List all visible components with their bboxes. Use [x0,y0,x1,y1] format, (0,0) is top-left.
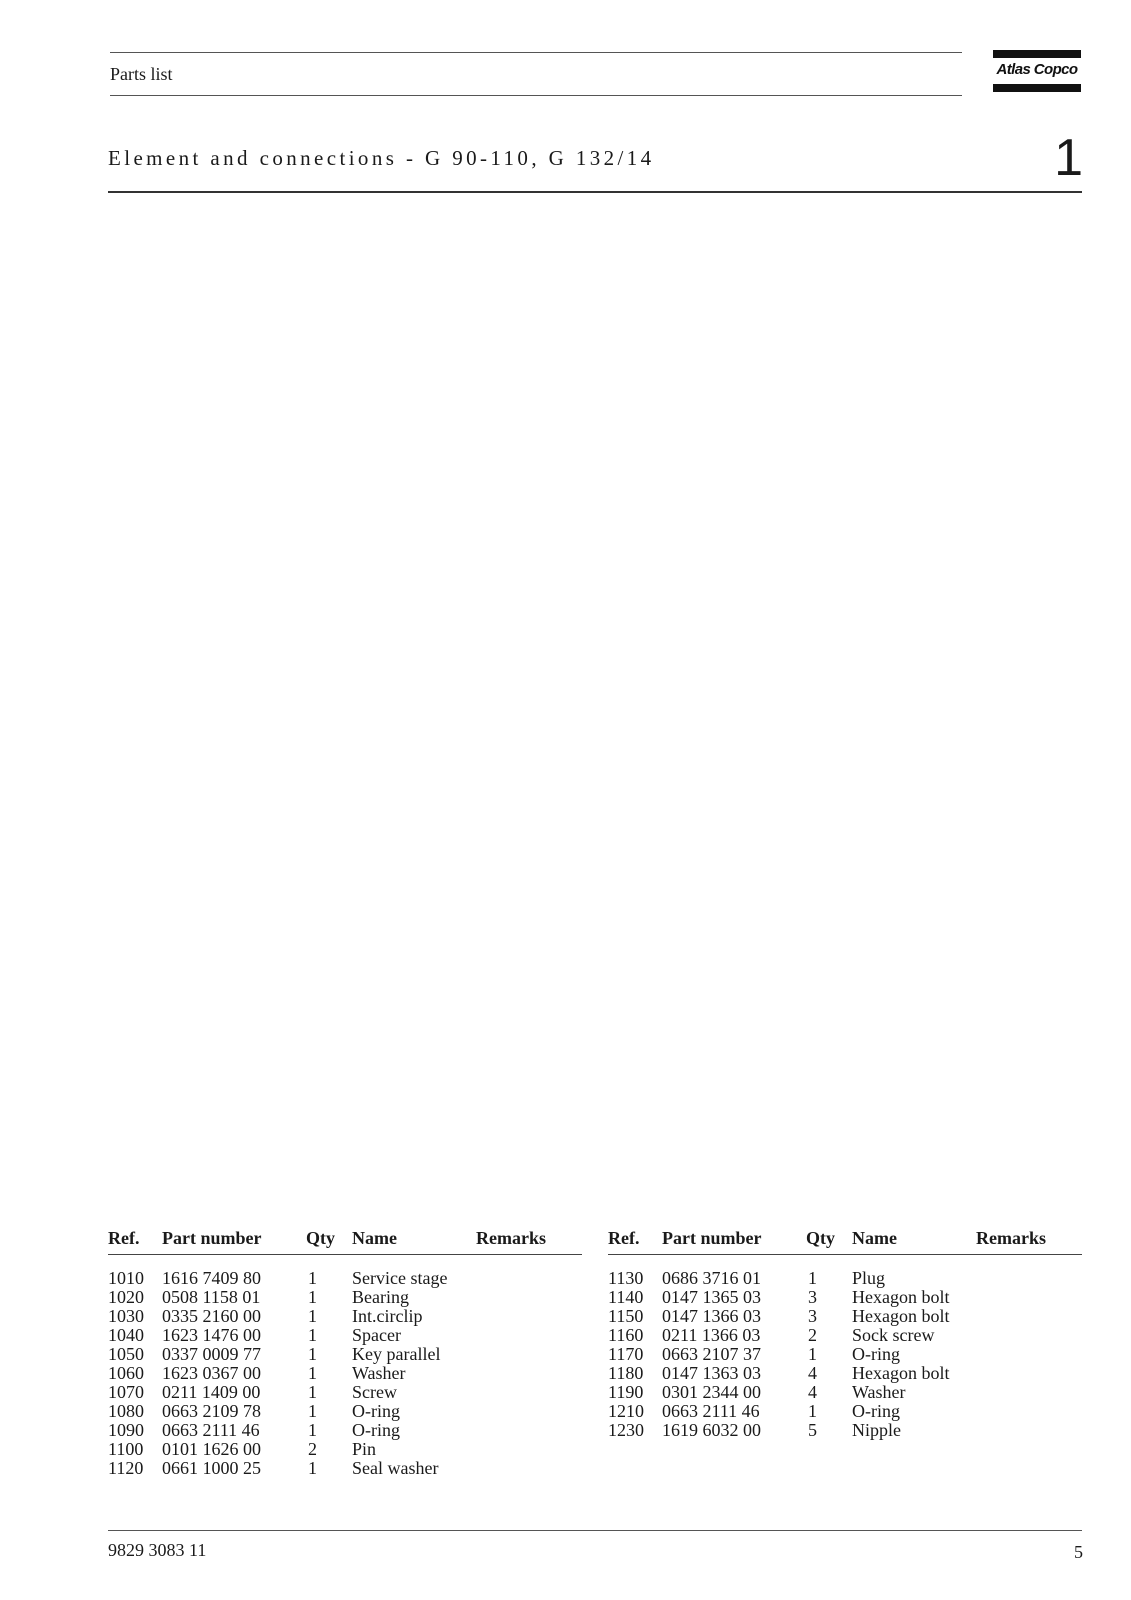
row-name: Int.circlip [352,1306,423,1326]
row-name: Seal washer [352,1458,439,1478]
row-name: Service stage [352,1268,448,1288]
row-qty: 4 [808,1382,817,1402]
parts-table-right [608,1228,1082,1440]
row-part-number: 0101 1626 00 [162,1439,261,1459]
row-qty: 1 [808,1268,817,1288]
row-ref: 1060 [108,1363,144,1383]
row-part-number: 0508 1158 01 [162,1287,261,1307]
row-name: O-ring [352,1401,400,1421]
table-body [108,1255,582,1478]
logo-wordmark: Atlas Copco [996,61,1078,78]
row-qty: 1 [308,1458,317,1478]
table-row [608,1345,1082,1364]
table-row [108,1288,582,1307]
table-row [108,1402,582,1421]
table-row [108,1459,582,1478]
row-name: Washer [352,1363,406,1383]
logo-bottom-bar [993,84,1081,92]
table-row [608,1288,1082,1307]
header-ref: Ref. [608,1228,640,1248]
row-ref: 1170 [608,1344,644,1364]
row-part-number: 0663 2109 78 [162,1401,261,1421]
row-ref: 1080 [108,1401,144,1421]
row-part-number: 1623 1476 00 [162,1325,261,1345]
row-ref: 1130 [608,1268,644,1288]
row-name: Plug [852,1268,886,1288]
header-qty: Qty [806,1228,835,1248]
row-ref: 1040 [108,1325,144,1345]
table-row [608,1326,1082,1345]
title-rule [108,191,1082,193]
row-name: Hexagon bolt [852,1306,950,1326]
logo-top-bar [993,50,1081,58]
row-part-number: 0661 1000 25 [162,1458,261,1478]
row-ref: 1010 [108,1268,144,1288]
footer-rule [108,1530,1082,1531]
row-part-number: 0147 1363 03 [662,1363,761,1383]
table-row [608,1383,1082,1402]
header-remarks: Remarks [476,1228,546,1248]
row-qty: 1 [308,1306,317,1326]
document-number: 9829 3083 11 [108,1540,207,1560]
row-part-number: 0211 1366 03 [662,1325,761,1345]
table-body [608,1255,1082,1440]
row-part-number: 0335 2160 00 [162,1306,261,1326]
row-part-number: 0663 2111 46 [662,1401,760,1421]
section-number: 1 [1054,129,1083,187]
row-name: Key parallel [352,1344,441,1364]
row-ref: 1150 [608,1306,644,1326]
row-ref: 1190 [608,1382,644,1402]
page-title: Element and connections - G 90-110, G 132/14 [108,146,655,170]
row-name: Hexagon bolt [852,1363,950,1383]
row-name: Sock screw [852,1325,935,1345]
row-qty: 2 [808,1325,817,1345]
header-top-rule [110,52,962,53]
row-qty: 1 [308,1325,317,1345]
row-qty: 1 [308,1420,317,1440]
row-name: Screw [352,1382,397,1402]
row-qty: 1 [308,1401,317,1421]
table-row [108,1383,582,1402]
row-name: Hexagon bolt [852,1287,950,1307]
row-ref: 1020 [108,1287,144,1307]
row-qty: 1 [308,1268,317,1288]
row-ref: 1050 [108,1344,144,1364]
header-name: Name [852,1228,897,1248]
row-qty: 1 [308,1287,317,1307]
table-row [108,1307,582,1326]
table-header [108,1228,582,1255]
table-row [108,1345,582,1364]
table-row [108,1269,582,1288]
row-part-number: 1616 7409 80 [162,1268,261,1288]
row-name: Nipple [852,1420,901,1440]
row-qty: 1 [808,1401,817,1421]
header-bottom-rule [110,95,962,96]
row-qty: 1 [308,1363,317,1383]
row-ref: 1210 [608,1401,644,1421]
row-ref: 1160 [608,1325,644,1345]
row-part-number: 0686 3716 01 [662,1268,761,1288]
row-name: O-ring [352,1420,400,1440]
row-part-number: 0663 2107 37 [662,1344,761,1364]
header-part-number: Part number [162,1228,262,1248]
header-part-number: Part number [662,1228,762,1248]
row-ref: 1120 [108,1458,144,1478]
header-qty: Qty [306,1228,335,1248]
row-name: O-ring [852,1344,900,1364]
row-qty: 3 [808,1306,817,1326]
header-label: Parts list [110,64,173,84]
row-qty: 4 [808,1363,817,1383]
parts-table-left [108,1228,582,1478]
row-part-number: 0147 1365 03 [662,1287,761,1307]
row-qty: 5 [808,1420,817,1440]
row-name: O-ring [852,1401,900,1421]
atlas-copco-logo [993,50,1081,92]
row-qty: 2 [308,1439,317,1459]
table-row [108,1421,582,1440]
row-part-number: 1619 6032 00 [662,1420,761,1440]
row-ref: 1070 [108,1382,144,1402]
table-row [108,1326,582,1345]
table-row [608,1307,1082,1326]
table-row [608,1421,1082,1440]
row-name: Pin [352,1439,377,1459]
row-ref: 1090 [108,1420,144,1440]
row-part-number: 0663 2111 46 [162,1420,260,1440]
row-ref: 1180 [608,1363,644,1383]
table-row [608,1269,1082,1288]
row-qty: 1 [308,1344,317,1364]
row-name: Bearing [352,1287,409,1307]
row-ref: 1030 [108,1306,144,1326]
table-row [108,1364,582,1383]
row-qty: 1 [808,1344,817,1364]
table-row [608,1364,1082,1383]
header-ref: Ref. [108,1228,140,1248]
row-qty: 3 [808,1287,817,1307]
row-part-number: 0301 2344 00 [662,1382,761,1402]
row-part-number: 0147 1366 03 [662,1306,761,1326]
row-part-number: 0211 1409 00 [162,1382,261,1402]
row-part-number: 0337 0009 77 [162,1344,261,1364]
table-header [608,1228,1082,1255]
row-name: Washer [852,1382,906,1402]
table-row [108,1440,582,1459]
header-remarks: Remarks [976,1228,1046,1248]
header-name: Name [352,1228,397,1248]
row-ref: 1100 [108,1439,144,1459]
row-qty: 1 [308,1382,317,1402]
row-ref: 1140 [608,1287,644,1307]
row-name: Spacer [352,1325,401,1345]
row-part-number: 1623 0367 00 [162,1363,261,1383]
row-ref: 1230 [608,1420,644,1440]
table-row [608,1402,1082,1421]
page-number: 5 [1074,1542,1083,1562]
